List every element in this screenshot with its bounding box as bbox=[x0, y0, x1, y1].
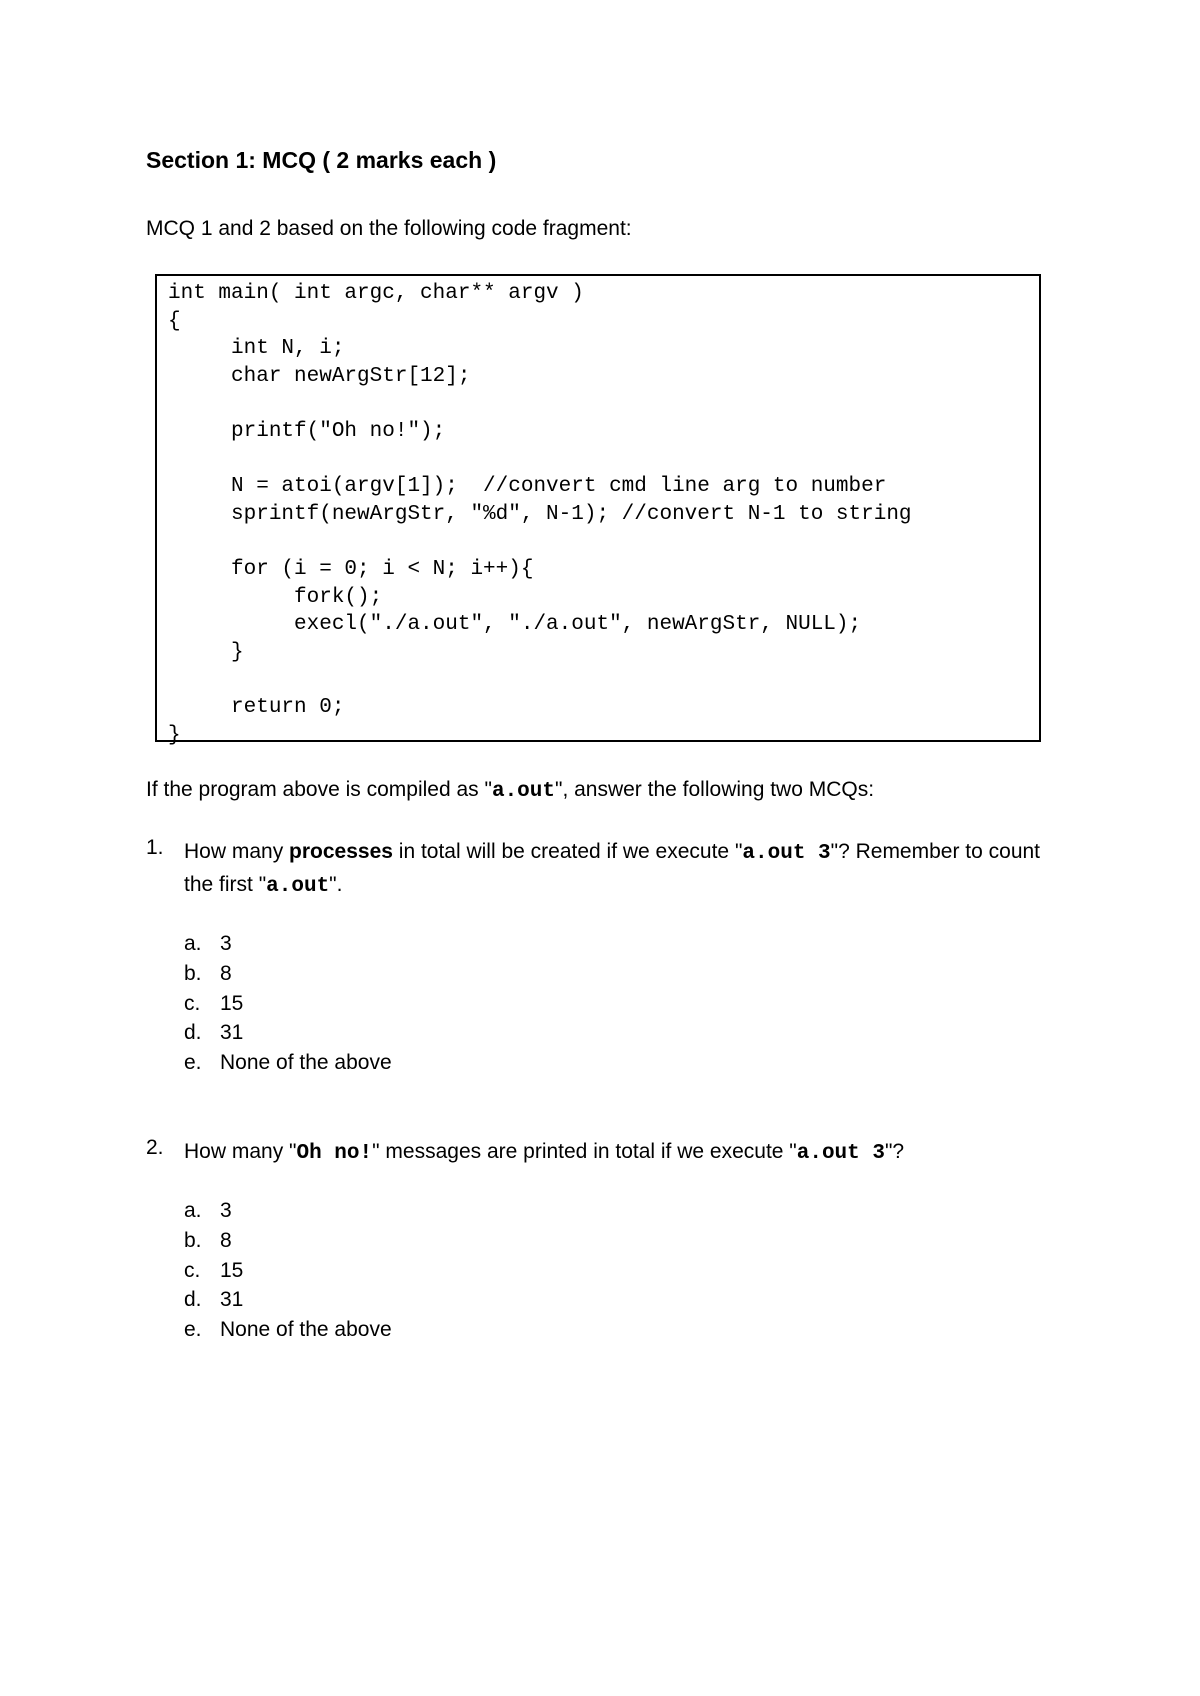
q2-code-2: a.out 3 bbox=[796, 1142, 885, 1165]
code-fragment: int main( int argc, char** argv ) { int N, i; char newArgStr[12]; printf("Oh no!"); N = atoi(argv[1]); //convert cmd line arg to number sprintf(newArgStr, "%d", N-1); //convert N-1 to string for (i = 0; i < N; i++){ fork(); execl("./a.out", "./a.out", newArgStr, NULL); } return 0; } bbox=[168, 282, 912, 747]
q1-text-1: How many bbox=[184, 840, 290, 863]
option-text: 31 bbox=[220, 1021, 244, 1045]
question-1-number: 1. bbox=[146, 836, 164, 859]
option-letter: c. bbox=[184, 1258, 201, 1282]
option-text: None of the above bbox=[220, 1318, 392, 1342]
q2-code-1: Oh no! bbox=[296, 1142, 373, 1165]
option-letter: e. bbox=[184, 1051, 202, 1075]
option-text: 31 bbox=[220, 1288, 244, 1312]
option-c bbox=[184, 1256, 392, 1286]
q1-code-2: a.out bbox=[266, 875, 330, 898]
q1-text-3: "? Remember to count the first " bbox=[184, 840, 1041, 896]
option-e bbox=[184, 1048, 392, 1078]
q2-text-1: How many " bbox=[184, 1140, 297, 1163]
option-text: 3 bbox=[220, 932, 232, 955]
compiled-note-code: a.out bbox=[491, 780, 555, 803]
option-text: None of the above bbox=[220, 1051, 392, 1075]
question-2-options bbox=[184, 1196, 392, 1345]
option-text: 8 bbox=[220, 961, 232, 985]
option-text: 8 bbox=[220, 1228, 232, 1252]
option-letter: a. bbox=[184, 1199, 202, 1222]
option-a bbox=[184, 1196, 392, 1226]
option-letter: b. bbox=[184, 961, 202, 985]
question-1-options bbox=[184, 929, 392, 1078]
option-e bbox=[184, 1315, 392, 1345]
option-b bbox=[184, 959, 392, 989]
q1-code-1: a.out 3 bbox=[742, 842, 831, 865]
q2-text-2: " messages are printed in total if we execute " bbox=[372, 1140, 797, 1163]
question-2-text bbox=[184, 1136, 1084, 1169]
option-text: 3 bbox=[220, 1199, 232, 1222]
compiled-note-after: ", answer the following two MCQs: bbox=[554, 778, 875, 801]
q1-text-2: in total will be created if we execute " bbox=[392, 840, 743, 863]
q1-text-4: ". bbox=[329, 873, 343, 896]
option-a bbox=[184, 929, 392, 959]
option-letter: b. bbox=[184, 1228, 202, 1252]
question-1-text bbox=[184, 836, 1054, 902]
option-letter: c. bbox=[184, 991, 201, 1015]
option-letter: d. bbox=[184, 1288, 202, 1312]
q1-bold-processes: processes bbox=[289, 840, 393, 863]
option-d bbox=[184, 1285, 392, 1315]
option-c bbox=[184, 989, 392, 1019]
compiled-note-before: If the program above is compiled as " bbox=[146, 778, 492, 801]
code-fragment-box bbox=[155, 274, 1041, 747]
option-letter: e. bbox=[184, 1318, 202, 1342]
option-d bbox=[184, 1018, 392, 1048]
option-text: 15 bbox=[220, 1258, 244, 1282]
option-text: 15 bbox=[220, 991, 244, 1015]
option-letter: d. bbox=[184, 1021, 202, 1045]
section-title: Section 1: MCQ ( 2 marks each ) bbox=[146, 147, 497, 173]
question-2-number: 2. bbox=[146, 1136, 164, 1159]
option-letter: a. bbox=[184, 932, 202, 955]
intro-text: MCQ 1 and 2 based on the following code fragment: bbox=[146, 217, 632, 240]
option-b bbox=[184, 1226, 392, 1256]
q2-text-3: "? bbox=[884, 1140, 905, 1163]
compiled-note bbox=[146, 778, 874, 803]
